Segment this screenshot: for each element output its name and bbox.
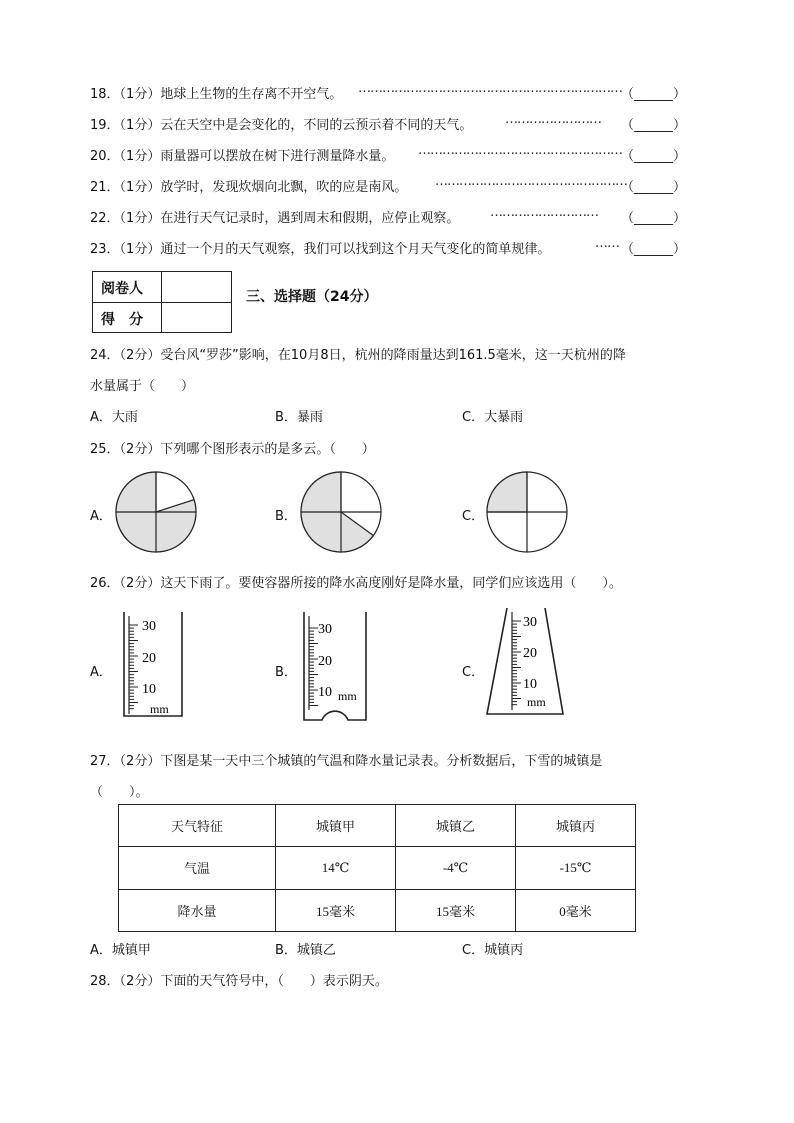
question-text: 地球上生物的生存离不开空气。: [160, 87, 343, 102]
option-a[interactable]: A．大雨: [90, 410, 138, 425]
question-27-line2: （ ）。: [90, 785, 149, 800]
answer-blank[interactable]: （______）: [620, 118, 686, 133]
section-title: 三、选择题（24分）: [246, 289, 378, 305]
unit-label: mm: [338, 689, 357, 703]
question-number: 20．（1分）: [90, 149, 161, 164]
option-b-label[interactable]: B．: [275, 665, 297, 680]
answer-blank[interactable]: （______）: [620, 149, 686, 164]
question-24-line2: 水量属于（ ）: [90, 379, 195, 394]
question-number: 18．（1分）: [90, 87, 161, 102]
scale-label-20: 20: [142, 651, 156, 666]
rain-gauge-a[interactable]: [120, 610, 186, 720]
question-number: 22．（1分）: [90, 211, 161, 226]
question-27-line1: 27．（2分）下图是某一天中三个城镇的气温和降水量记录表。分析数据后，下雪的城镇是: [90, 754, 603, 769]
question-28-stem: 28．（2分）下面的天气符号中，（ ）表示阴天。: [90, 974, 388, 989]
table-header: 城镇丙: [516, 805, 636, 847]
option-c-label[interactable]: C．: [462, 665, 485, 680]
shaded-sector: [487, 472, 527, 512]
question-25-stem: 25．（2分）下列哪个图形表示的是多云。（ ）: [90, 442, 375, 457]
option-c[interactable]: C．城镇丙: [462, 943, 524, 958]
scale-label-10: 10: [142, 682, 156, 697]
scale-label-20: 20: [523, 646, 537, 661]
scale-label-10: 10: [318, 685, 332, 700]
scale-label-30: 30: [318, 622, 332, 637]
leader-dots: …………………………………………………………: [358, 81, 622, 96]
table-cell: -4℃: [396, 847, 516, 889]
question-text: 在进行天气记录时，遇到周末和假期，应停止观察。: [160, 211, 460, 226]
table-cell: -15℃: [516, 847, 636, 889]
option-c-label[interactable]: C．: [462, 509, 485, 524]
table-header: 城镇甲: [276, 805, 396, 847]
question-number: 23．（1分）: [90, 242, 161, 257]
unit-label: mm: [527, 695, 546, 709]
score-label: 得 分: [101, 312, 143, 328]
question-number: 19．（1分）: [90, 118, 161, 133]
table-cell: 气温: [119, 847, 276, 889]
scale-ticks: [129, 625, 138, 709]
score-box: [92, 271, 232, 333]
leader-dots: ………………………: [490, 205, 598, 220]
table-header: 天气特征: [119, 805, 276, 847]
table-cell: 14℃: [276, 847, 396, 889]
table-cell: 降水量: [119, 889, 276, 931]
option-a-label[interactable]: A．: [90, 665, 112, 680]
cloud-circle-c[interactable]: [486, 471, 568, 553]
answer-blank[interactable]: （______）: [620, 211, 686, 226]
question-number: 21．（1分）: [90, 180, 161, 195]
question-18: [90, 83, 686, 103]
option-c[interactable]: C．大暴雨: [462, 410, 524, 425]
table-cell: 0毫米: [516, 889, 636, 931]
question-text: 通过一个月的天气观察，我们可以找到这个月天气变化的简单规律。: [160, 242, 551, 257]
weather-table: [118, 804, 636, 932]
reviewer-label: 阅卷人: [101, 281, 143, 297]
option-a[interactable]: A．城镇甲: [90, 943, 151, 958]
rain-gauge-b[interactable]: [300, 610, 370, 722]
table-row: [119, 889, 636, 931]
table-header-row: [119, 805, 636, 847]
unit-label: mm: [150, 702, 169, 716]
leader-dots: ……………………………………………: [418, 143, 622, 158]
answer-blank[interactable]: （______）: [620, 87, 686, 102]
option-a-label[interactable]: A．: [90, 509, 112, 524]
option-b[interactable]: B．城镇乙: [275, 943, 336, 958]
leader-dots: ……………………: [505, 112, 601, 127]
scale-label-30: 30: [523, 615, 537, 630]
option-b-label[interactable]: B．: [275, 509, 297, 524]
table-header: 城镇乙: [396, 805, 516, 847]
table-cell: 15毫米: [276, 889, 396, 931]
question-text: 云在天空中是会变化的，不同的云预示着不同的天气。: [160, 118, 473, 133]
question-26-stem: 26．（2分）这天下雨了。要使容器所接的降水高度刚好是降水量，同学们应该选用（ ）。: [90, 576, 622, 591]
cloud-circle-b[interactable]: [300, 471, 382, 553]
option-b[interactable]: B．暴雨: [275, 410, 323, 425]
question-19: [90, 114, 686, 134]
table-row: [119, 847, 636, 889]
answer-blank[interactable]: （______）: [620, 180, 686, 195]
scale-label-20: 20: [318, 654, 332, 669]
rain-gauge-c[interactable]: [485, 606, 565, 718]
answer-blank[interactable]: （______）: [620, 242, 686, 257]
scale-label-10: 10: [523, 677, 537, 692]
question-21: [90, 176, 686, 196]
question-24-line1: 24．（2分）受台风“罗莎”影响，在10月8日，杭州的降雨量达到161.5毫米，这一天杭州的降: [90, 348, 626, 363]
leader-dots: ……: [595, 236, 619, 251]
scale-label-30: 30: [142, 619, 156, 634]
question-23: [90, 238, 686, 258]
table-cell: 15毫米: [396, 889, 516, 931]
cloud-circle-a[interactable]: [115, 471, 197, 553]
leader-dots: …………………………………………: [435, 174, 627, 189]
scale-ticks: [512, 621, 521, 705]
question-20: [90, 145, 686, 165]
scale-ticks: [309, 628, 318, 706]
reviewer-cell[interactable]: [162, 272, 231, 302]
score-cell[interactable]: [162, 303, 231, 332]
question-text: 放学时，发现炊烟向北飘，吹的应是南风。: [160, 180, 408, 195]
question-22: [90, 207, 686, 227]
question-text: 雨量器可以摆放在树下进行测量降水量。: [160, 149, 395, 164]
